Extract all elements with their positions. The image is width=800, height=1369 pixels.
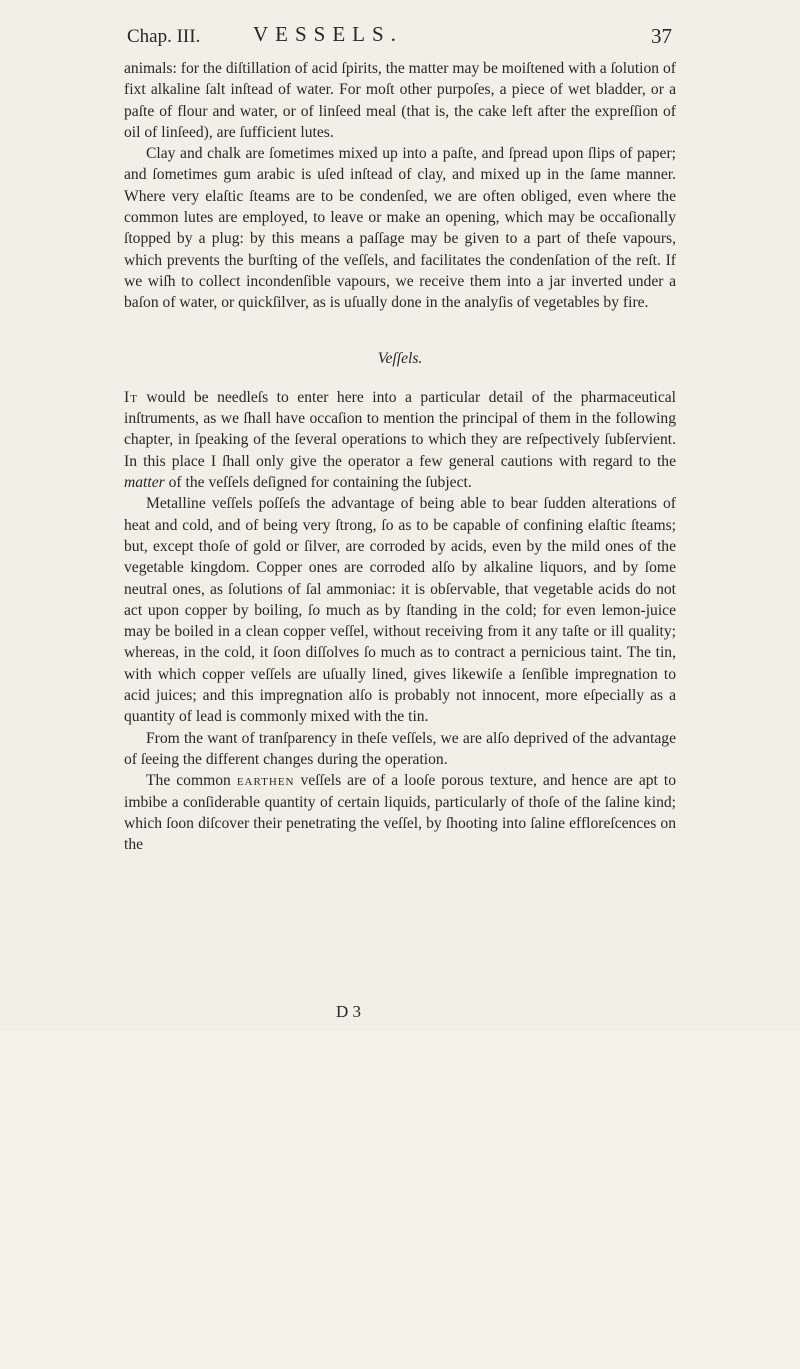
page-number: 37: [651, 24, 672, 48]
running-header: [127, 22, 672, 52]
section-heading: Veſſels.: [377, 349, 423, 367]
text-run: of the veſſels deſigned for containing the ſubject.: [164, 474, 472, 492]
blank-lower-margin: [0, 1030, 800, 1369]
chapter-label: Chap. III.: [127, 26, 201, 47]
paragraph-earthen-vessels: [124, 770, 676, 855]
small-caps-word: earthen: [236, 772, 295, 790]
emphasis-word: matter: [124, 474, 165, 492]
text-run: veſſels are of a looſe porous texture, and hence are apt to imbibe a conſiderable quantity of certain liquids, particularly of thoſe of the ſaline kind; which ſoon diſcover their penetrating the veſſel, by ſhooting into ſaline efflorеſcences on the: [124, 772, 676, 854]
paragraph-lutes-continued: animals: for the diſtillation of acid ſpirits, the matter may be moiſtened with a ſolution of fixt alkaline ſalt inſtead of water. For moſt other purpoſes, a piece of wet bladder, or a paſte of flour and water, or of linſeed meal (that is, the cake left after the expreſſion of oil of linſeed), are ſufficient lutes.: [124, 60, 676, 141]
drop-lead-word: It: [124, 388, 138, 406]
signature-mark: D 3: [336, 1002, 362, 1021]
paragraph-transparency: From the want of tranſparency in theſe veſſels, we are alſo deprived of the advantage of ſeeing the different changes during the operation.: [124, 729, 676, 768]
text-run: would be needleſs to enter here into a particular detail of the pharmaceutical inſtruments, as we ſhall have occaſion to mention the principal of them in the following chapter, in ſpeaking of the ſeveral operations to which they are reſpectively ſubſervient. In this place I ſhall only give the operator a few general cautions with regard to the: [124, 388, 676, 470]
text-run: The common: [146, 772, 237, 790]
paragraph-clay-and-chalk: Clay and chalk are ſometimes mixed up into a paſte, and ſpread upon ſlips of paper; and ſometimes gum arabic is uſed inſtead of clay, and mixed up in the ſame manner. Where very elaſtic ſteams are to be condenſed, we are often obliged, even where the common lutes are employed, to leave or make an opening, which may be occaſionally ſtopped by a plug: by this means a paſſage may be given to a part of theſe vapours, which prevents the burſting of the veſſels, and facilitates the condenſation of the reſt. If we wiſh to collect incondenſible vapours, we receive them into a jar inverted under a baſon of water, or quickſilver, as is uſually done in the analyſis of vegetables by fire.: [124, 145, 676, 312]
paragraph-vessels-intro: [124, 387, 676, 493]
page-body: [124, 58, 676, 855]
paragraph-metalline-vessels: Metalline veſſels poſſeſs the advantage of being able to bear ſudden alterations of heat and cold, and of being very ſtrong, ſo as to be capable of confining elaſtic ſteams; but, except thoſe of gold or ſilver, are corroded by acids, even by the mild ones of the vegetable kingdom. Copper ones are corroded alſo by alkaline liquors, and by ſome neutral ones, as ſolutions of ſal ammoniac: it is obſervable, that vegetable acids do not act upon copper by boiling, ſo much as by ſtanding in the cold; for even lemon-juice may be boiled in a clean copper veſſel, without receiving from it any taſte or ill quality; whereas, in the cold, it ſoon diſſolves ſo much as to contract a pernicious taint. The tin, with which copper veſſels are uſually lined, gives likewiſe a ſenſible impregnation to acid juices; and this impregnation alſo is probably not innocent, more eſpecially as a quantity of lead is commonly mixed with the tin.: [124, 495, 676, 726]
running-title: VESSELS.: [253, 22, 403, 46]
